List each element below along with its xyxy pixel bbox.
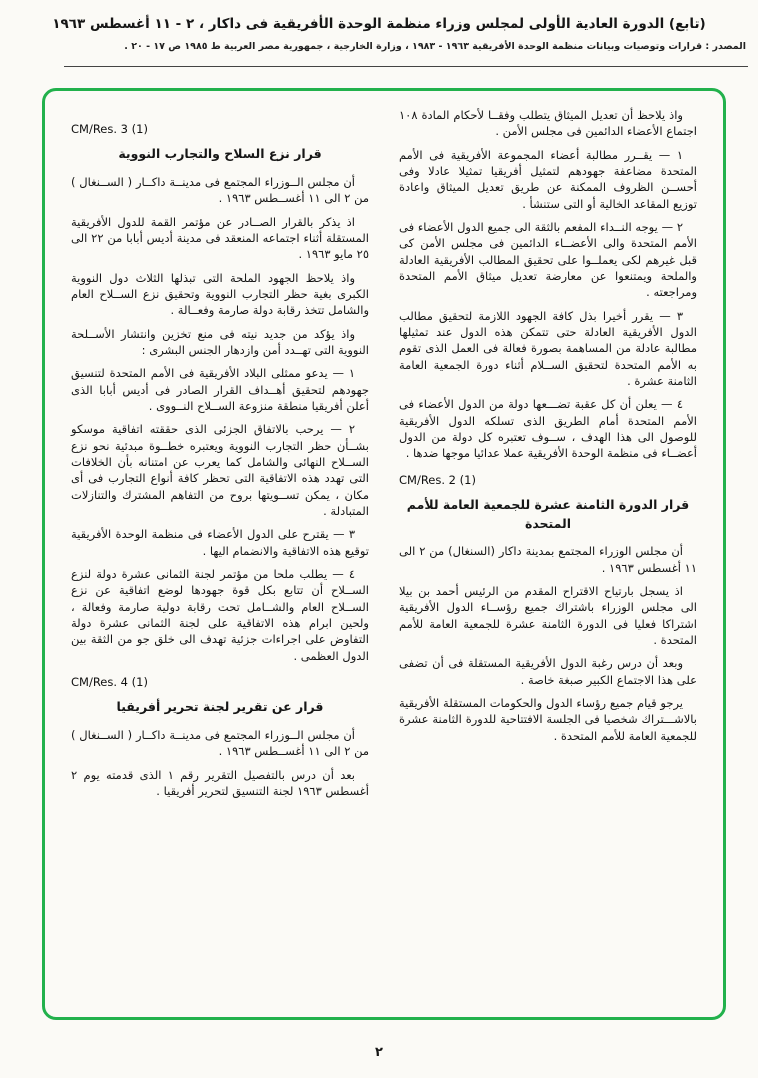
document-header bbox=[0, 0, 758, 52]
paragraph: أن مجلس الوزراء المجتمع بمدينة داكار (السنغال) من ٢ الى ١١ أغسطس ١٩٦٣ . bbox=[399, 544, 697, 575]
content-frame bbox=[42, 88, 726, 1020]
column-left bbox=[71, 107, 369, 1001]
columns bbox=[71, 107, 697, 1001]
paragraph: واذ يلاحظ أن تعديل الميثاق يتطلب وفقــا لأحكام المادة ١٠٨ اجتماع الأعضاء الدائمين فى مجلس الأمن . bbox=[399, 108, 697, 139]
paragraph: ٤ — يطلب ملحا من مؤتمر لجنة الثمانى عشرة دولة لنزع الســلاح أن تتابع بكل قوة جهودها لوضع اتفاقية عن نزع الســلاح العام والشــامل تحت رقابة دولية صارمة وفعالة ، ولحين ابرام هذه الاتفاقية على لجنة الثمانى عشرة دولة التفاوض على اجراءات جزئية تهدف الى خلق جو من الثقة بين الدول العظمى . bbox=[71, 566, 369, 663]
resolution-label: CM/Res. 4 (1) bbox=[71, 674, 148, 689]
header-title: (تابع) الدورة العادية الأولى لمجلس وزراء منظمة الوحدة الأفريقية فى داكار ، ٢ - ١١ أغسطس ١٩٦٣ bbox=[52, 16, 706, 32]
header-source: المصدر : قرارات وتوصيات وبيانات منظمة الوحدة الأفريقية ١٩٦٣ - ١٩٨٣ ، وزارة الخارجية ، جمهورية مصر العربية ط ١٩٨٥ ص ١٧ - ٢٠ . bbox=[124, 41, 746, 52]
column-right bbox=[399, 107, 697, 1001]
paragraph: ٣ — يقرر أخيرا بذل كافة الجهود اللازمة لتحقيق مطالب الدول الأفريقية العادلة حتى تتمكن هذه الدول عند تمثيلها مطالبة عادلة من المساهمة بصورة فعالة فى العمل الذى تقوم به الأمم المتحدة لتحقيق الســلام أثناء دورة الجمعية العامة الثامنة عشرة . bbox=[399, 308, 697, 388]
section-heading: قرار الدورة الثامنة عشرة للجمعية العامة للأمم المتحدة bbox=[406, 496, 690, 531]
paragraph: ٢ — يرحب بالاتفاق الجزئى الذى حققته اتفاقية موسكو بشــأن حظر التجارب النووية ويعتبره خطــوة مبدئية نحو نزع الســلاح النهائى والشامل كما يعرب عن امتنانه بأن الخلافات التى تهدد هذه الاتفاقية التى تحظر كافة أنواع التجارب فى أى مكان ، يمكن تســويتها بروح من التفاهم المشترك والتنازلات المتبادلة . bbox=[71, 422, 369, 518]
paragraph: واذ يؤكد من جديد نيته فى منع تخزين وانتشار الأســلحة النووية التى تهــدد أمن وازدهار الجنس البشرى : bbox=[71, 326, 369, 358]
paragraph: أن مجلس الــوزراء المجتمع فى مدينــة داكــار ( الســنغال ) من ٢ الى ١١ أغســطس ١٩٦٣ . bbox=[71, 728, 369, 759]
paragraph: ١ — يقــرر مطالبة أعضاء المجموعة الأفريقية فى الأمم المتحدة مضاعفة جهودهم لتمثيل أفريقيا تمثيلا عادلا وفى أحســن الظروف الممكنة عن طريق تعديل الميثاق واعادة توزيع المقاعد الخالية أو التى ستنشأ . bbox=[399, 147, 697, 211]
paragraph: اذ يسجل بارتياح الاقتراح المقدم من الرئيس أحمد بن بيلا الى مجلس الوزراء باشتراك جميع رؤســاء الدول الأفريقية اشتراكا فعليا فى الدورة الثامنة عشرة للجمعية العامة للأمم المتحدة . bbox=[399, 584, 697, 648]
resolution-label: CM/Res. 3 (1) bbox=[71, 122, 148, 136]
section-heading: قرار عن تقرير لجنة تحرير أفريقيا bbox=[116, 699, 324, 715]
paragraph: أن مجلس الــوزراء المجتمع فى مدينــة داكــار ( الســنغال ) من ٢ الى ١١ أغســطس ١٩٦٣ . bbox=[71, 175, 369, 206]
paragraph: ٣ — يقترح على الدول الأعضاء فى منظمة الوحدة الأفريقية توقيع هذه الاتفاقية والانضمام اليها . bbox=[71, 527, 369, 558]
paragraph: وبعد أن درس رغبة الدول الأفريقية المستقلة فى أن تضفى على هذا الاجتماع الكبير صبغة خاصة . bbox=[399, 656, 697, 687]
page-number: ٢ bbox=[375, 1045, 383, 1060]
paragraph: ٤ — يعلن أن كل عقبة تضـــعها دولة من الدول الأعضاء فى الأمم المتحدة أمام الطريق الذى تسلكه الدول الأفريقية للوصول الى هذا الهدف ، ســوف تعتبره كل دولة من الدول أعضــاء فى منظمة الوحدة الأفريقية عملا عدائيا موجها ضدها . bbox=[399, 397, 697, 461]
paragraph: بعد أن درس بالتفصيل التقرير رقم ١ الذى قدمته يوم ٢ أغسطس ١٩٦٣ لجنة التنسيق لتحرير أفريقيا . bbox=[71, 767, 369, 798]
paragraph: ٢ — يوجه النــداء المفعم بالثقة الى جميع الدول الأعضاء فى الأمم المتحدة والى الأعضــاء الدائمين فى مجلس الأمن كى قبل غيرهم لكى يعملــوا على تحقيق المطالب الأفريقية العادلة والملحة ويمتنعوا عن معارضة تعديل ميثاق الأمم المتحدة ومراجعته . bbox=[399, 219, 697, 300]
paragraph: ١ — يدعو ممثلى البلاد الأفريقية فى الأمم المتحدة لتنسيق جهودهم لتحقيق أهــداف القرار الصادر فى أديس أبابا الذى أعلن أفريقيا منطقة منزوعة الســلاح النــووى . bbox=[71, 366, 369, 414]
section-heading: قرار نزع السلاح والتجارب النووية bbox=[118, 146, 322, 162]
header-divider bbox=[64, 66, 748, 67]
paragraph: واذ يلاحظ الجهود الملحة التى تبذلها الثلاث دول النووية الكبرى بغية حظر التجارب النووية وتحقيق نزع الســلاح العام والشامل تتخذ رقابة دولة صارمة وفعــالة . bbox=[71, 270, 369, 318]
resolution-label: CM/Res. 2 (1) bbox=[399, 472, 476, 487]
paragraph: اذ يذكر بالقرار الصــادر عن مؤتمر القمة للدول الأفريقية المستقلة أثناء اجتماعه المنعقد فى مدينة أديس أبابا من ٢٢ الى ٢٥ مايو ١٩٦٣ . bbox=[71, 214, 369, 262]
paragraph: يرجو قيام جميع رؤساء الدول والحكومات المستقلة الأفريقية بالاشـــتراك شخصيا فى الجلسة الافتتاحية للدورة الثامنة عشرة للجمعية العامة للأمم المتحدة . bbox=[399, 696, 697, 743]
